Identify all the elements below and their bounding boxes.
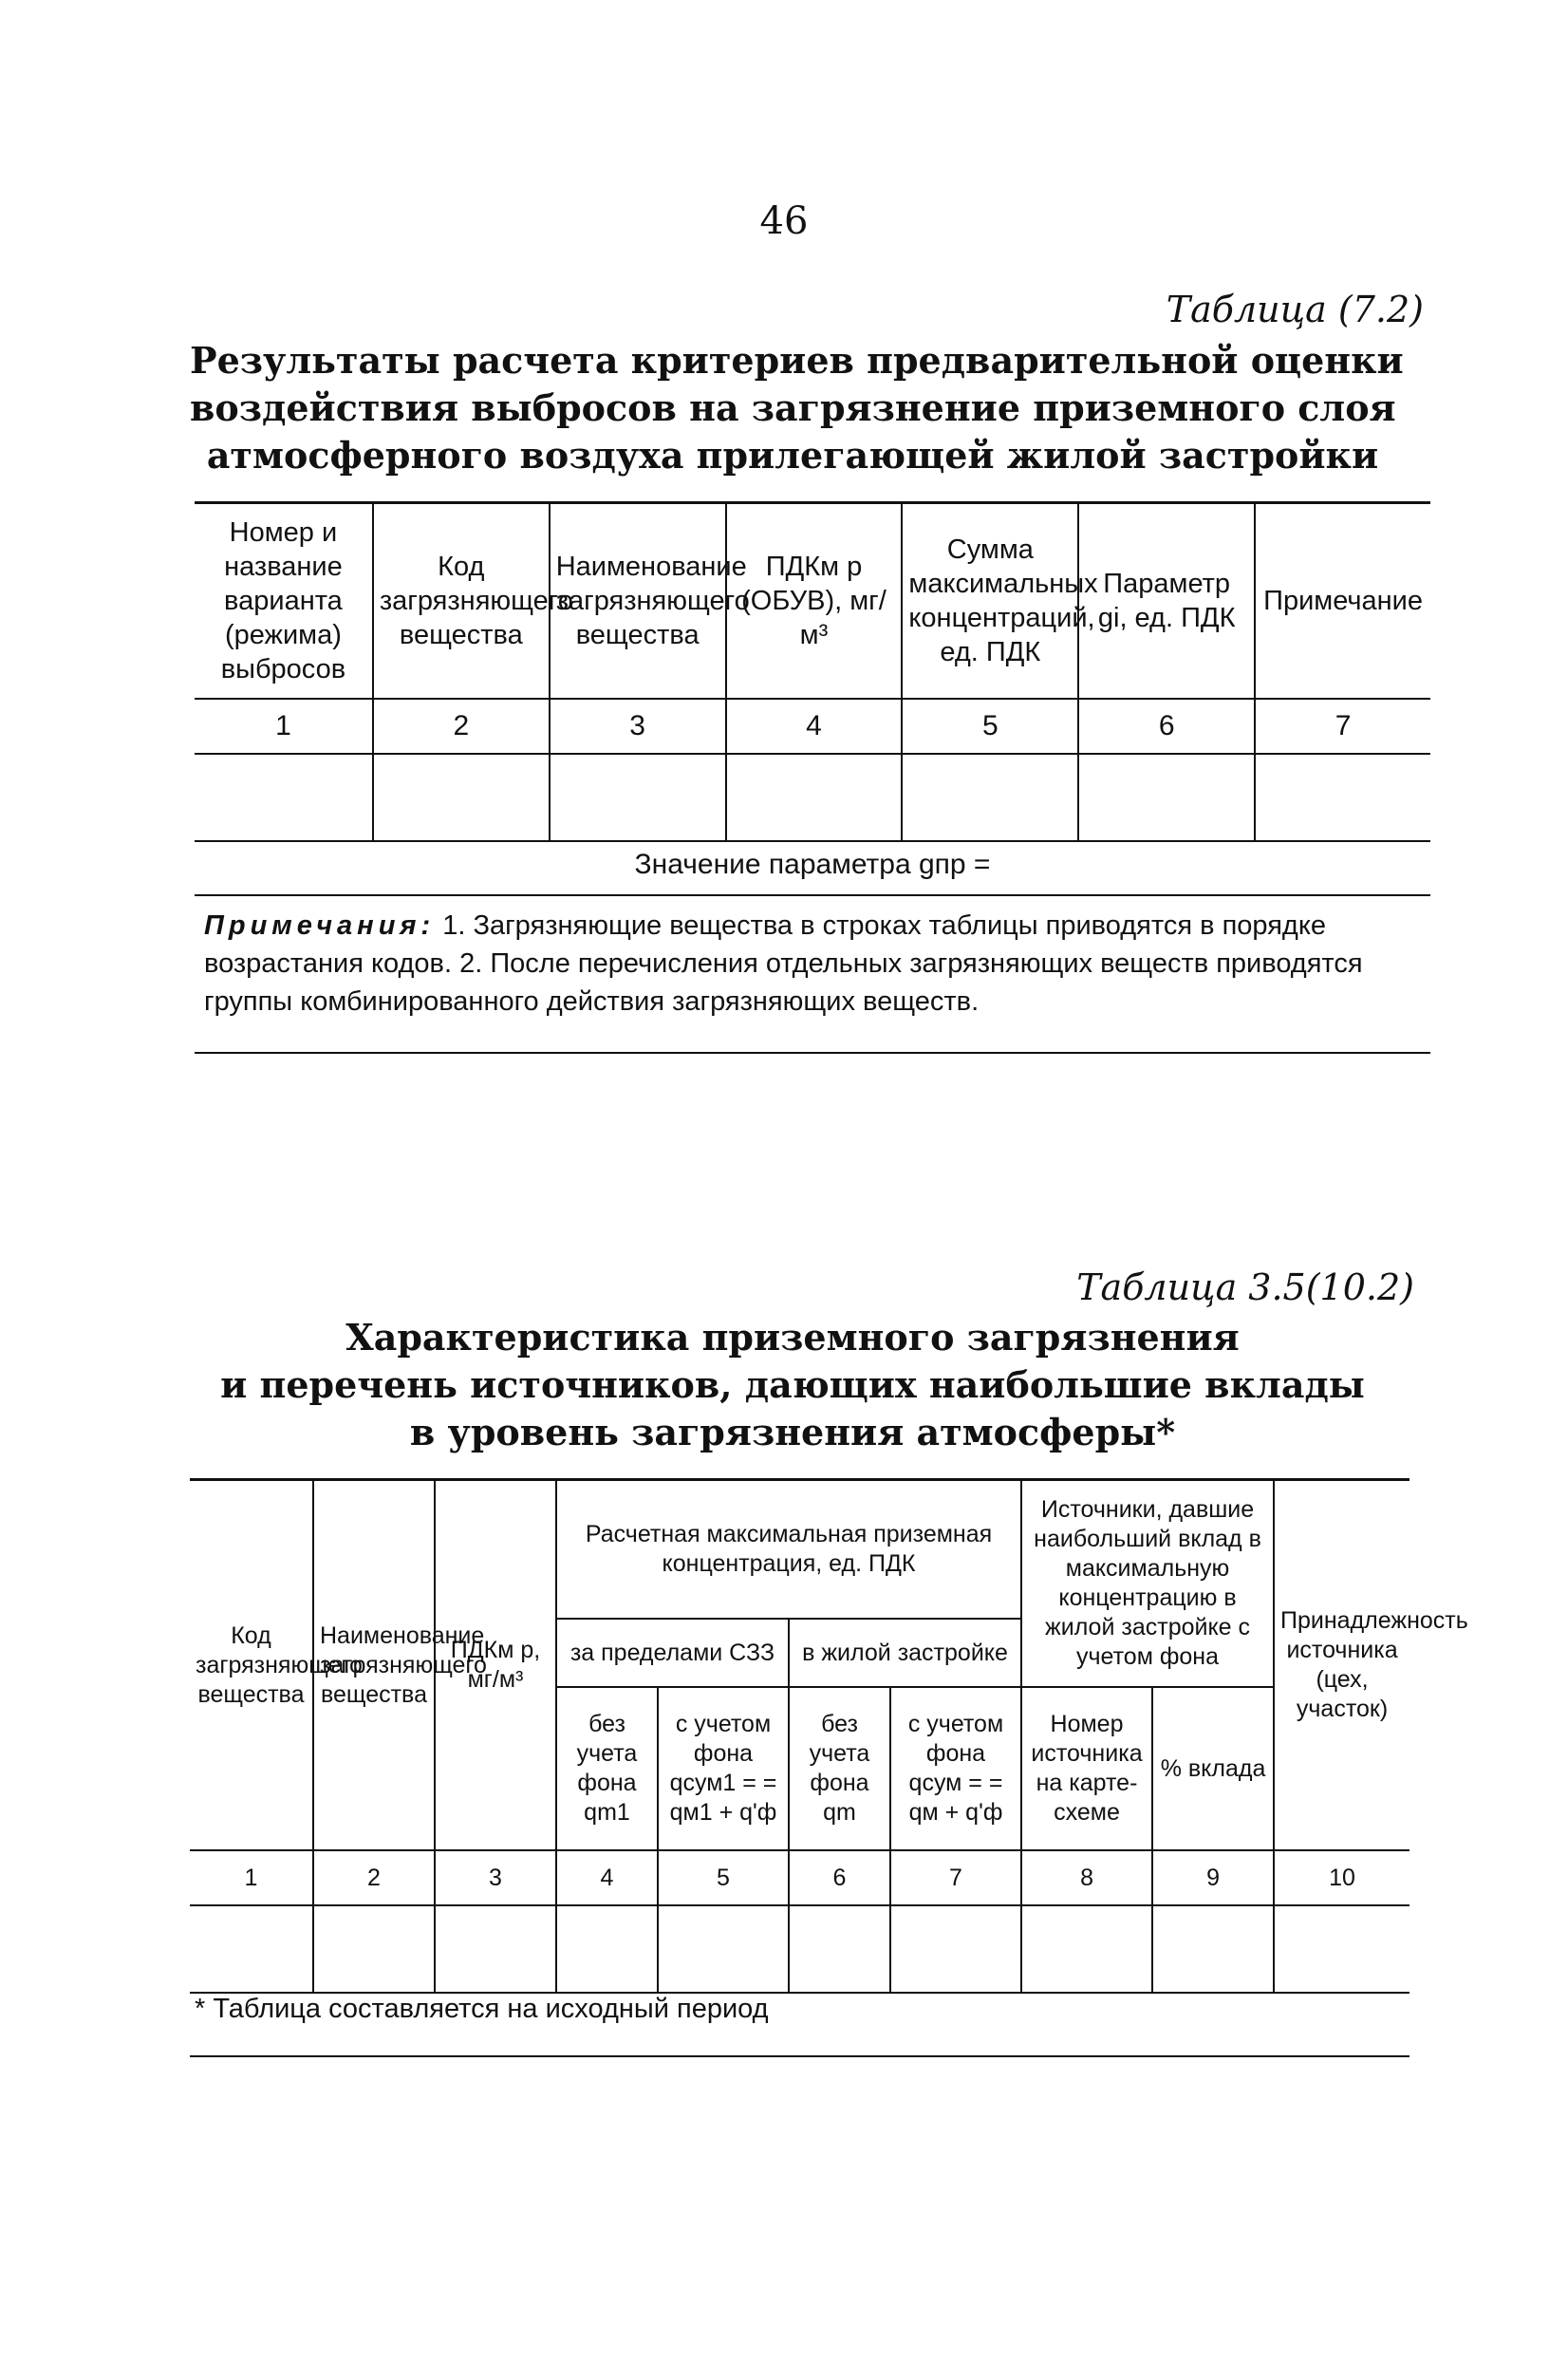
table2-header-cell: % вклада — [1152, 1687, 1274, 1850]
column-number: 4 — [556, 1850, 658, 1905]
table1 — [195, 501, 1430, 842]
empty-cell — [195, 754, 373, 841]
column-number: 2 — [373, 699, 550, 754]
table2-header-cell: ПДКм р, мг/м³ — [435, 1480, 556, 1851]
empty-cell — [1274, 1905, 1409, 1993]
table2-header-cell: Код загрязняющего вещества — [190, 1480, 313, 1851]
column-number: 3 — [550, 699, 726, 754]
column-number: 4 — [726, 699, 903, 754]
empty-cell — [1255, 754, 1430, 841]
parameter-value-line: Значение параметра gпр = — [634, 849, 991, 880]
empty-cell — [435, 1905, 556, 1993]
empty-cell — [658, 1905, 789, 1993]
table2-header-cell: в жилой застройке — [789, 1619, 1021, 1687]
table2-header-cell: Наименование загрязняющего вещества — [313, 1480, 435, 1851]
table2-empty-row — [190, 1905, 1409, 1993]
table1-header-cell: Код загрязняющего вещества — [373, 503, 550, 700]
column-number: 7 — [1255, 699, 1430, 754]
column-number: 1 — [190, 1850, 313, 1905]
empty-cell — [1078, 754, 1255, 841]
empty-cell — [556, 1905, 658, 1993]
table2-label: Таблица 3.5(10.2) — [1076, 1266, 1414, 1308]
page-number: 46 — [759, 199, 809, 243]
table2-title-line-2: и перечень источников, дающих наибольшие вклады — [220, 1363, 1365, 1406]
table2-header-cell: с учетом фона qсум = = qм + q'ф — [890, 1687, 1021, 1850]
table2-header-cell: без учета фона qm1 — [556, 1687, 658, 1850]
table2-number-row — [190, 1850, 1409, 1905]
table2-title-line-1: Характеристика приземного загрязнения — [345, 1316, 1240, 1359]
empty-cell — [1152, 1905, 1274, 1993]
column-number: 6 — [789, 1850, 890, 1905]
table2-header-cell: без учета фона qm — [789, 1687, 890, 1850]
table1-header-cell: Сумма максимальных концентраций, ед. ПДК — [902, 503, 1078, 700]
table2-title — [218, 1314, 1367, 1456]
empty-cell — [550, 754, 726, 841]
table2-footnote: * Таблица составляется на исходный период — [195, 1994, 769, 2024]
table2-header-cell: за пределами СЗЗ — [556, 1619, 789, 1687]
table1-header-cell: Номер и название варианта (режима) выбросов — [195, 503, 373, 700]
table2-header-cell: Источники, давшие наибольший вклад в максимальную концентрацию в жилой застройке с учетом фона — [1021, 1480, 1274, 1688]
column-number: 6 — [1078, 699, 1255, 754]
notes-label: Примечания: — [204, 910, 436, 941]
table2-header-cell: Расчетная максимальная приземная концентрация, ед. ПДК — [556, 1480, 1021, 1620]
column-number: 5 — [902, 699, 1078, 754]
table2-header-cell: с учетом фона qсум1 = = qм1 + q'ф — [658, 1687, 789, 1850]
divider — [195, 1052, 1430, 1054]
table1-title-line-1: Результаты расчета критериев предварительной оценки — [190, 339, 1404, 382]
table1-header-cell: ПДКм р (ОБУВ), мг/м³ — [726, 503, 903, 700]
column-number: 8 — [1021, 1850, 1152, 1905]
table1-header-cell: Параметр gi, ед. ПДК — [1078, 503, 1255, 700]
divider — [190, 2055, 1409, 2057]
empty-cell — [890, 1905, 1021, 1993]
empty-cell — [726, 754, 903, 841]
empty-cell — [1021, 1905, 1152, 1993]
table1-label: Таблица (7.2) — [1166, 289, 1424, 330]
table2-header-row — [190, 1480, 1409, 1620]
divider — [195, 894, 1430, 896]
empty-cell — [902, 754, 1078, 841]
table1-title-line-2: воздействия выбросов на загрязнение приземного слоя — [190, 386, 1396, 429]
column-number: 9 — [1152, 1850, 1274, 1905]
table1-empty-row — [195, 754, 1430, 841]
column-number: 10 — [1274, 1850, 1409, 1905]
table2-header-cell: Номер источника на карте-схеме — [1021, 1687, 1152, 1850]
table1-notes — [204, 907, 1424, 1021]
table1-title — [190, 337, 1404, 479]
column-number: 2 — [313, 1850, 435, 1905]
table1-header-cell: Наименование загрязняющего вещества — [550, 503, 726, 700]
column-number: 7 — [890, 1850, 1021, 1905]
table1-header-cell: Примечание — [1255, 503, 1430, 700]
table2 — [190, 1478, 1468, 1994]
table2-title-line-3: в уровень загрязнения атмосферы* — [409, 1411, 1176, 1453]
empty-cell — [190, 1905, 313, 1993]
notes-text: 1. Загрязняющие вещества в строках таблицы приводятся в порядке возрастания кодов. 2. После перечисления отдельных загрязняющих веществ приводятся группы комбинированного действия загрязняющих веществ. — [204, 910, 1363, 1017]
table1-title-line-3: атмосферного воздуха прилегающей жилой застройки — [206, 434, 1379, 477]
column-number: 1 — [195, 699, 373, 754]
column-number: 5 — [658, 1850, 789, 1905]
empty-cell — [313, 1905, 435, 1993]
empty-cell — [789, 1905, 890, 1993]
table1-number-row — [195, 699, 1430, 754]
column-number: 3 — [435, 1850, 556, 1905]
table2-header-cell: Принадлежность источника (цех, участок) — [1274, 1480, 1409, 1851]
table1-header-row — [195, 503, 1430, 700]
empty-cell — [373, 754, 550, 841]
